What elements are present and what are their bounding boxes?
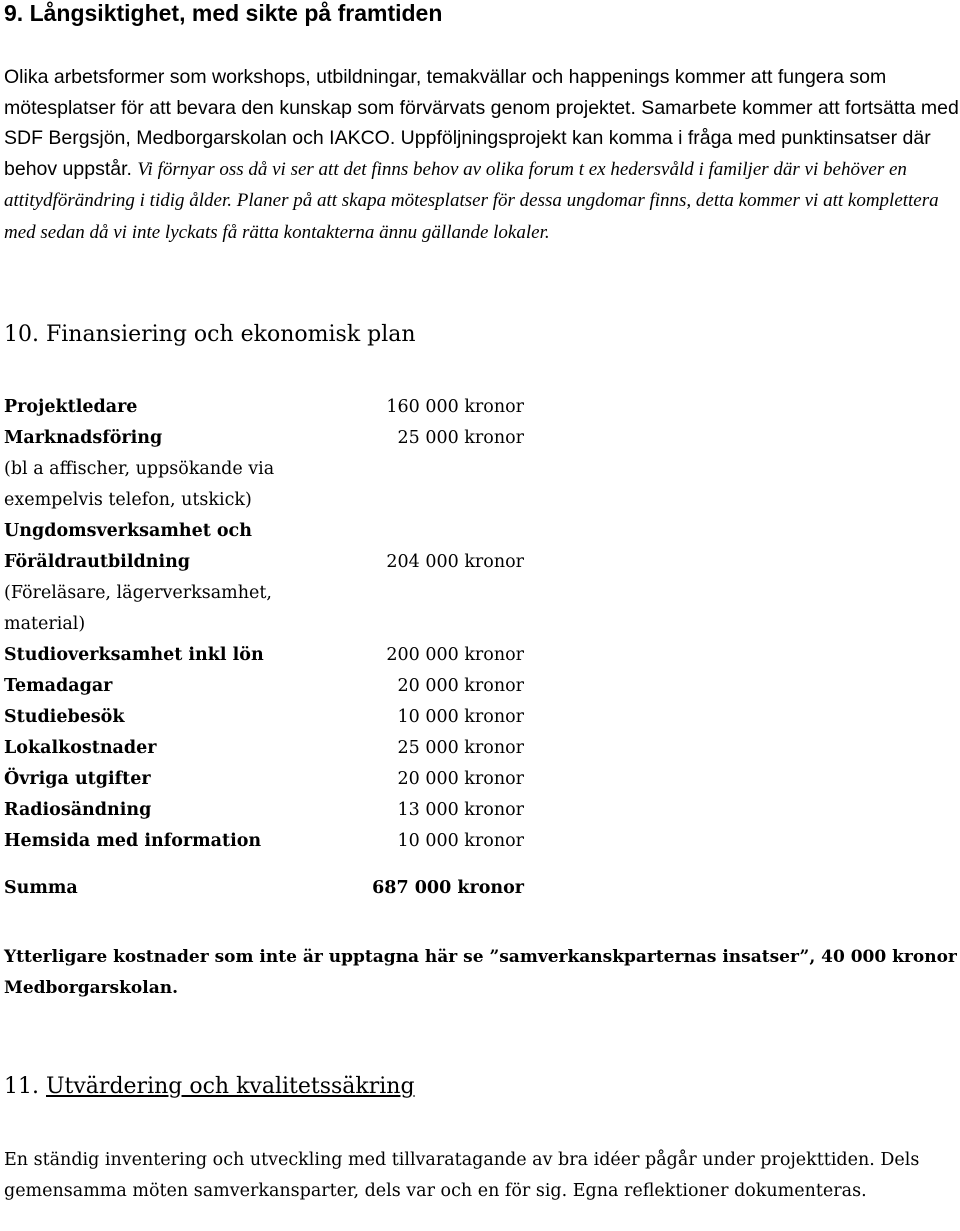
budget-amount: 20 000 kronor	[397, 676, 524, 696]
budget-amount: 10 000 kronor	[397, 831, 524, 851]
budget-row	[4, 609, 544, 640]
budget-row	[4, 671, 544, 702]
section-11-title: Utvärdering och kvalitetssäkring	[46, 1074, 415, 1099]
budget-label: Övriga utgifter	[4, 769, 151, 789]
budget-label: material)	[4, 614, 86, 634]
budget-label: Studioverksamhet inkl lön	[4, 645, 264, 665]
budget-label: Studiebesök	[4, 707, 125, 727]
budget-total-row	[4, 857, 544, 919]
budget-label: Föräldrautbildning	[4, 552, 191, 572]
budget-amount: 10 000 kronor	[397, 707, 524, 727]
budget-total-label: Summa	[4, 878, 78, 898]
budget-amount: 13 000 kronor	[397, 800, 524, 820]
budget-amount	[364, 516, 524, 547]
budget-label: Radiosändning	[4, 800, 152, 820]
budget-label: exempelvis telefon, utskick)	[4, 490, 252, 510]
budget-amount	[364, 609, 524, 640]
section-9-heading: 9. Långsiktighet, med sikte på framtiden	[4, 0, 443, 26]
additional-costs-note: Ytterligare kostnader som inte är upptagna här se ”samverkanskparternas insatser”, 40 000 kronor Medborgarskolan.	[4, 947, 957, 998]
budget-label: (Föreläsare, lägerverksamhet,	[4, 583, 272, 603]
budget-amount: 25 000 kronor	[397, 738, 524, 758]
budget-label: Hemsida med information	[4, 831, 262, 851]
section-10-heading	[4, 322, 416, 347]
section-11-number: 11.	[4, 1074, 39, 1099]
budget-row	[4, 733, 544, 764]
budget-row	[4, 485, 544, 516]
budget-label: Ungdomsverksamhet och	[4, 521, 252, 541]
budget-amount: 204 000 kronor	[386, 552, 524, 572]
budget-amount	[364, 578, 524, 609]
budget-amount: 20 000 kronor	[397, 769, 524, 789]
section-9-paragraph	[4, 62, 959, 248]
budget-amount	[364, 485, 524, 516]
budget-label: (bl a affischer, uppsökande via	[4, 459, 275, 479]
budget-row	[4, 454, 544, 485]
section-11-paragraph: En ständig inventering och utveckling med tillvaratagande av bra idéer pågår under projekttiden. Dels gemensamma möten samverkansparter, dels var och en för sig. Egna reflektioner dokumenteras.	[4, 1150, 920, 1201]
budget-row	[4, 547, 544, 578]
section-9-text: Olika arbetsformer som workshops, utbildningar, temakvällar och happenings kommer att fungera som mötesplatser för att bevara den kunskap som förvärvats genom projektet. Samarbete kommer att fortsätta med SDF Bergsjön, Medborgarskolan och IAKCO. Uppföljningsprojekt kan komma i fråga med punktinsatser där behov uppstår.	[4, 66, 959, 180]
budget-amount: 200 000 kronor	[386, 645, 524, 665]
budget-row	[4, 423, 544, 454]
budget-label: Projektledare	[4, 397, 138, 417]
budget-label: Marknadsföring	[4, 428, 163, 448]
budget-amount	[364, 454, 524, 485]
section-9-italic-text: Vi förnyar oss då vi ser att det finns behov av olika forum t ex hedersvåld i familjer där vi behöver en attitydförändring i tidig ålder. Planer på att skapa mötesplatser för dessa ungdomar finns, detta kommer vi att komplettera med sedan då vi inte lyckats få rätta kontakterna ännu gällande lokaler.	[4, 158, 939, 243]
budget-row	[4, 795, 544, 826]
budget-table	[4, 392, 544, 919]
budget-row	[4, 702, 544, 733]
budget-row	[4, 392, 544, 423]
budget-label: Lokalkostnader	[4, 738, 157, 758]
budget-row	[4, 578, 544, 609]
budget-amount: 25 000 kronor	[397, 428, 524, 448]
budget-row	[4, 516, 544, 547]
budget-row	[4, 826, 544, 857]
budget-label: Temadagar	[4, 676, 113, 696]
section-10-number: 10.	[4, 322, 39, 347]
section-10-title: Finansiering och ekonomisk plan	[46, 322, 416, 347]
budget-amount: 160 000 kronor	[386, 397, 524, 417]
section-11-heading	[4, 1074, 415, 1099]
budget-row	[4, 640, 544, 671]
budget-row	[4, 764, 544, 795]
budget-total-amount: 687 000 kronor	[372, 878, 524, 898]
